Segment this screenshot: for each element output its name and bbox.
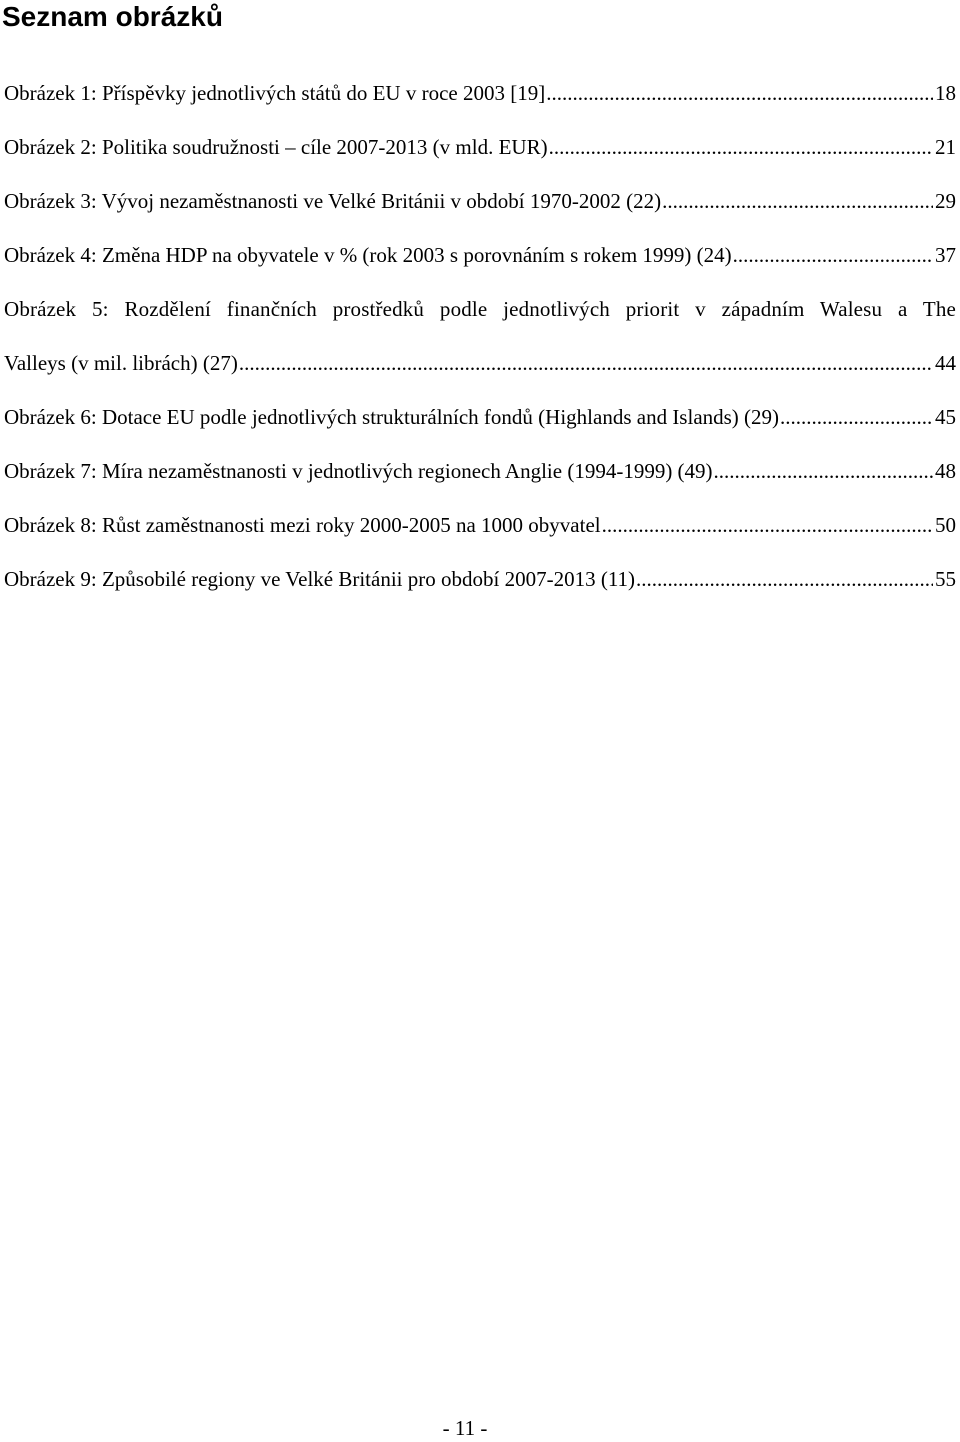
dot-leader: [239, 350, 933, 377]
list-item[interactable]: [4, 242, 956, 269]
list-item[interactable]: [4, 404, 956, 431]
list-item[interactable]: [4, 80, 956, 107]
list-item[interactable]: [4, 458, 956, 485]
list-item-text: Obrázek 3: Vývoj nezaměstnanosti ve Velké Británii v období 1970-2002 (22): [4, 189, 662, 213]
list-item-text: Obrázek 7: Míra nezaměstnanosti v jednotlivých regionech Anglie (1994-1999) (49): [4, 459, 713, 483]
page-title: Seznam obrázků: [2, 1, 223, 32]
list-item-text: Valleys (v mil. librách) (27): [4, 351, 238, 375]
list-item-text-line1: Obrázek 5: Rozdělení finančních prostředků podle jednotlivých priorit v západním Walesu a The: [4, 297, 956, 321]
dot-leader: [636, 566, 933, 593]
list-item-page: 18: [935, 81, 956, 105]
dot-leader: [733, 242, 933, 269]
list-item[interactable]: [4, 134, 956, 161]
dot-leader: [714, 458, 933, 485]
list-item-page: 37: [935, 243, 956, 267]
list-item-text: Obrázek 1: Příspěvky jednotlivých států do EU v roce 2003 [19]: [4, 81, 546, 105]
list-item[interactable]: [4, 512, 956, 539]
list-item-line2: [4, 350, 956, 377]
list-item-text: Obrázek 8: Růst zaměstnanosti mezi roky 2000-2005 na 1000 obyvatel: [4, 513, 601, 537]
list-item-page: 44: [935, 351, 956, 375]
dot-leader: [662, 188, 933, 215]
dot-leader: [780, 404, 933, 431]
list-item[interactable]: [4, 296, 956, 377]
dot-leader: [602, 512, 933, 539]
dot-leader: [546, 80, 933, 107]
list-item-page: 50: [935, 513, 956, 537]
list-item-text: Obrázek 9: Způsobilé regiony ve Velké Británii pro období 2007-2013 (11): [4, 567, 636, 591]
list-item-page: 21: [935, 135, 956, 159]
page-number: - 11 -: [442, 1416, 488, 1440]
list-item[interactable]: [4, 566, 956, 593]
list-item-text: Obrázek 4: Změna HDP na obyvatele v % (rok 2003 s porovnáním s rokem 1999) (24): [4, 243, 732, 267]
list-item-page: 45: [935, 405, 956, 429]
dot-leader: [549, 134, 933, 161]
figure-list: [4, 80, 956, 620]
list-item-page: 55: [935, 567, 956, 591]
list-item-text: Obrázek 6: Dotace EU podle jednotlivých strukturálních fondů (Highlands and Islands) (29): [4, 405, 780, 429]
list-item-page: 48: [935, 459, 956, 483]
list-item-page: 29: [935, 189, 956, 213]
list-item-text: Obrázek 2: Politika soudružnosti – cíle 2007-2013 (v mld. EUR): [4, 135, 548, 159]
list-item[interactable]: [4, 188, 956, 215]
